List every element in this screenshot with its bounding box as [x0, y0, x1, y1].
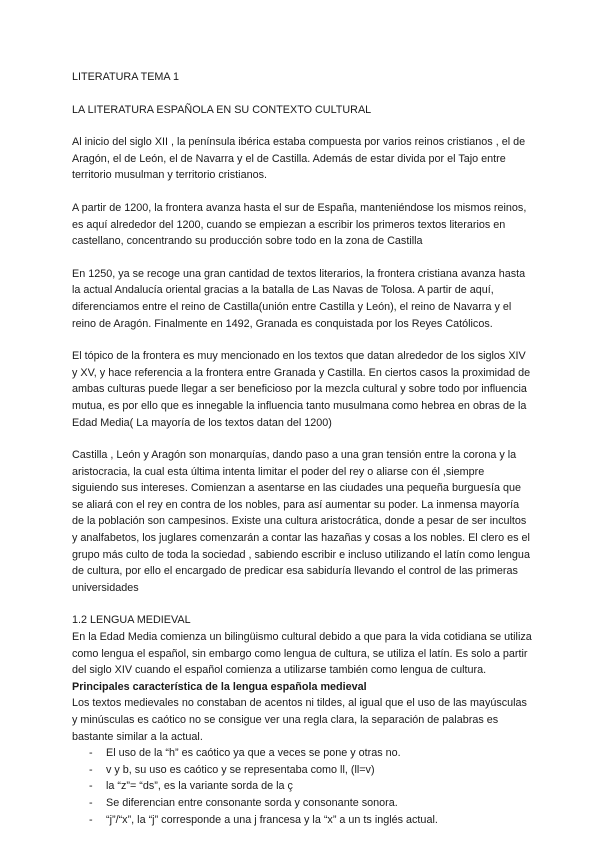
list-item [72, 762, 532, 779]
list-item-text: Se diferencian entre consonante sorda y consonante sonora. [106, 796, 398, 809]
paragraph: Al inicio del siglo XII , la península ibérica estaba compuesta por varios reinos cristianos , el de Aragón, el de León, el de Navarra y el de Castilla. Además de estar divida por el Tajo entre territorio musulman y territorio cristianos. [72, 136, 526, 182]
bold-heading: Principales característica de la lengua española medieval [72, 680, 367, 693]
dash-marker: - [89, 813, 93, 826]
bullet-list [72, 745, 532, 828]
dash-marker: - [89, 796, 93, 809]
document-title: LITERATURA TEMA 1 [72, 71, 179, 83]
paragraph: El tópico de la frontera es muy mencionado en los textos que datan alrededor de los siglos XIV y XV, y hace referencia a la frontera entre Granada y Castilla. En ciertos casos la proximidad de ambas culturas puede llegar a ser beneficioso por la mezcla cultural y sobre todo por influencia mutua, es por ello que es innegable la influencia tanto musulmana como hebrea en obras de la Edad Media( La mayoría de los textos datan del 1200) [72, 350, 531, 429]
list-item-text: El uso de la “h” es caótico ya que a veces se pone y otras no. [106, 747, 401, 760]
section-heading: LA LITERATURA ESPAÑOLA EN SU CONTEXTO CULTURAL [72, 103, 372, 116]
list-item-text: “j”/“x”, la “j” corresponde a una j francesa y la “x” a un ts inglés actual. [106, 813, 438, 826]
list-item-text: v y b, su uso es caótico y se representaba como ll, (ll=v) [106, 763, 375, 776]
paragraph: En 1250, ya se recoge una gran cantidad de textos literarios, la frontera cristiana avanza hasta la actual Andalucía oriental gracias a la batalla de Las Navas de Tolosa. A partir de aquí, diferenciamos entre el reino de Castilla(unión entre Castilla y León), el reino de Navarra y el reino de Aragón. Finalmente en 1492, Granada es conquistada por los Reyes Católicos. [72, 267, 526, 330]
paragraph: A partir de 1200, la frontera avanza hasta el sur de España, manteniéndose los mismos reinos, es aquí alrededor del 1200, cuando se empiezan a escribir los primeros textos literarios en castellano, concentrando su producción sobre todo en la zona de Castilla [72, 201, 527, 248]
list-item [72, 745, 532, 762]
document-body [72, 69, 532, 828]
list-item [72, 812, 532, 829]
paragraph: Castilla , León y Aragón son monarquías, dando paso a una gran tensión entre la corona y la aristocracia, la cual esta última intenta limitar el poder del rey o aliarse con él ,siempre siguiendo sus intereses. Comienzan a asentarse en las ciudades una pequeña burguesía que se aliará con el rey en contra de los nobles, para así aumentar su poder. La inmensa mayoría de la población son campesinos. Existe una cultura aristocrática, donde a pesar de ser incultos y analfabetos, los juglares comenzarán a contar las hazañas y cosas a los nobles. El clero es el grupo más culto de toda la sociedad , sabiendo escribir e incluso utilizando el latín como lengua de cultura, por ello el encargado de predicar esa sabiduría llevando el control de las primeras universidades [72, 449, 530, 594]
paragraph: En la Edad Media comienza un bilingüismo cultural debido a que para la vida cotidiana se utiliza como lengua el español, sin embargo como lengua de cultura, se utiliza el latín. Es solo a partir del siglo XIV cuando el español comienza a utilizarse también como lengua de cultura. [72, 631, 532, 677]
dash-marker: - [89, 763, 93, 776]
subsection-title: 1.2 LENGUA MEDIEVAL [72, 614, 191, 627]
list-item [72, 795, 532, 812]
paragraph: Los textos medievales no constaban de acentos ni tildes, al igual que el uso de las mayúsculas y minúsculas es caótico no se consigue ver una regla clara, la separación de palabras es bastante similar a la actual. [72, 697, 527, 743]
dash-marker: - [89, 780, 93, 793]
dash-marker: - [89, 747, 93, 760]
list-item [72, 778, 532, 795]
list-item-text: la “z”= “ds”, es la variante sorda de la ç [106, 780, 293, 793]
